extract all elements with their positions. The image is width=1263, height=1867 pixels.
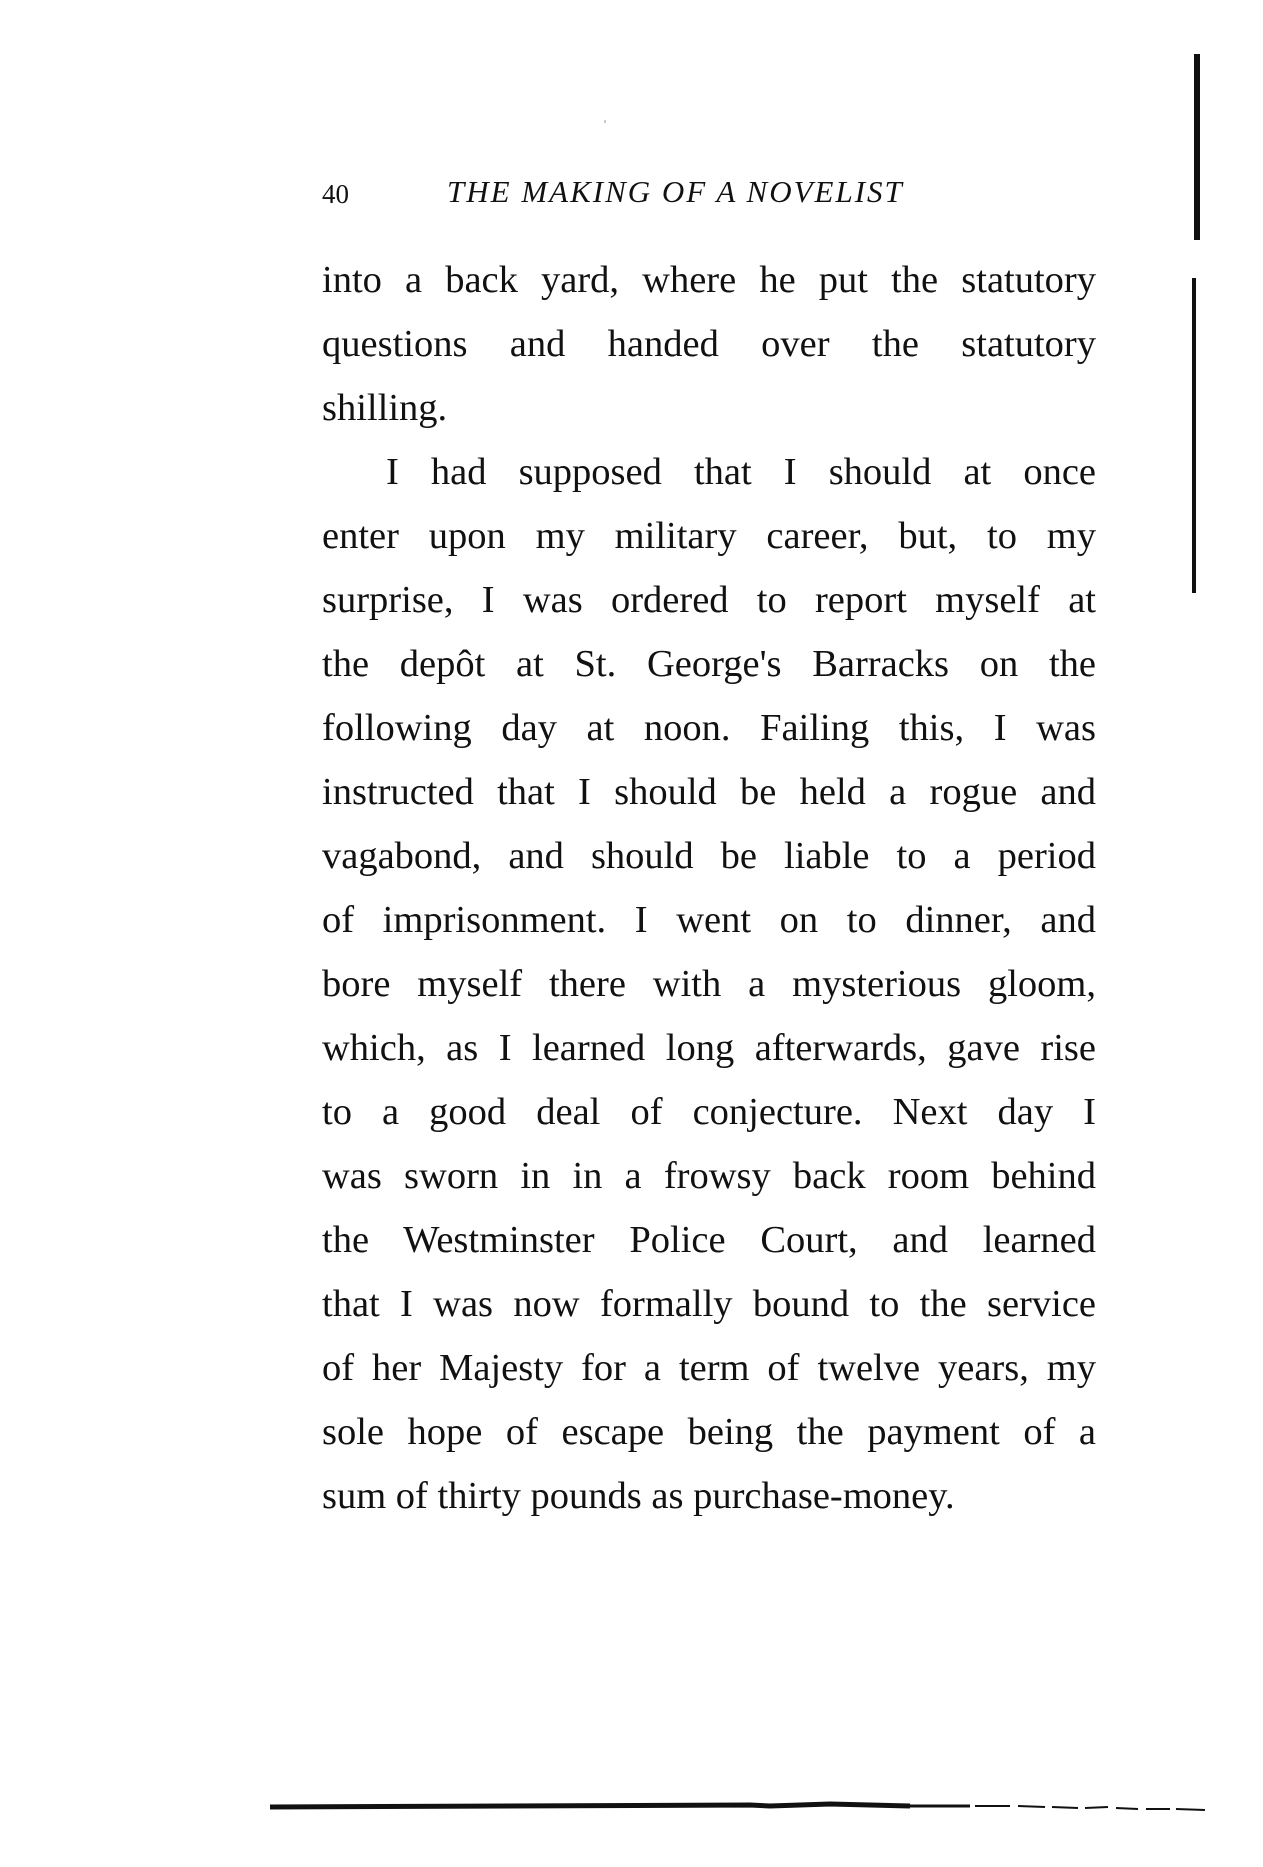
text-line: vagabond, and should be liable to a period bbox=[322, 835, 1096, 877]
text-line: enter upon my military career, but, to my bbox=[322, 515, 1096, 557]
text-line: bore myself there with a mysterious gloom, bbox=[322, 963, 1096, 1005]
body-text bbox=[322, 248, 1096, 1528]
text-line: into a back yard, where he put the statutory bbox=[322, 259, 1096, 301]
text-line: sole hope of escape being the payment of a bbox=[322, 1411, 1096, 1453]
text-line: which, as I learned long afterwards, gave rise bbox=[322, 1027, 1096, 1069]
text-line: that I was now formally bound to the service bbox=[322, 1283, 1096, 1325]
text-line: was sworn in in a frowsy back room behind bbox=[322, 1155, 1096, 1197]
running-head: THE MAKING OF A NOVELIST bbox=[447, 174, 904, 209]
text-line: sum of thirty pounds as purchase-money. bbox=[322, 1475, 955, 1517]
text-line: following day at noon. Failing this, I was bbox=[322, 707, 1096, 749]
text-line: of her Majesty for a term of twelve years, my bbox=[322, 1347, 1096, 1389]
margin-scan-mark bbox=[1194, 54, 1200, 240]
text-line: the depôt at St. George's Barracks on the bbox=[322, 643, 1096, 685]
text-line: questions and handed over the statutory bbox=[322, 323, 1096, 365]
text-line: shilling. bbox=[322, 387, 448, 429]
text-line: instructed that I should be held a rogue and bbox=[322, 771, 1096, 813]
text-line: surprise, I was ordered to report myself at bbox=[322, 579, 1096, 621]
margin-scan-mark bbox=[1192, 278, 1196, 593]
text-line: the Westminster Police Court, and learned bbox=[322, 1219, 1096, 1261]
text-line: to a good deal of conjecture. Next day I bbox=[322, 1091, 1096, 1133]
text-line: I had supposed that I should at once bbox=[386, 451, 1096, 493]
scan-speck bbox=[604, 120, 606, 123]
page-number: 40 bbox=[322, 179, 349, 209]
bottom-rule bbox=[270, 1798, 1210, 1814]
text-line: of imprisonment. I went on to dinner, and bbox=[322, 899, 1096, 941]
page-header bbox=[322, 170, 1102, 220]
